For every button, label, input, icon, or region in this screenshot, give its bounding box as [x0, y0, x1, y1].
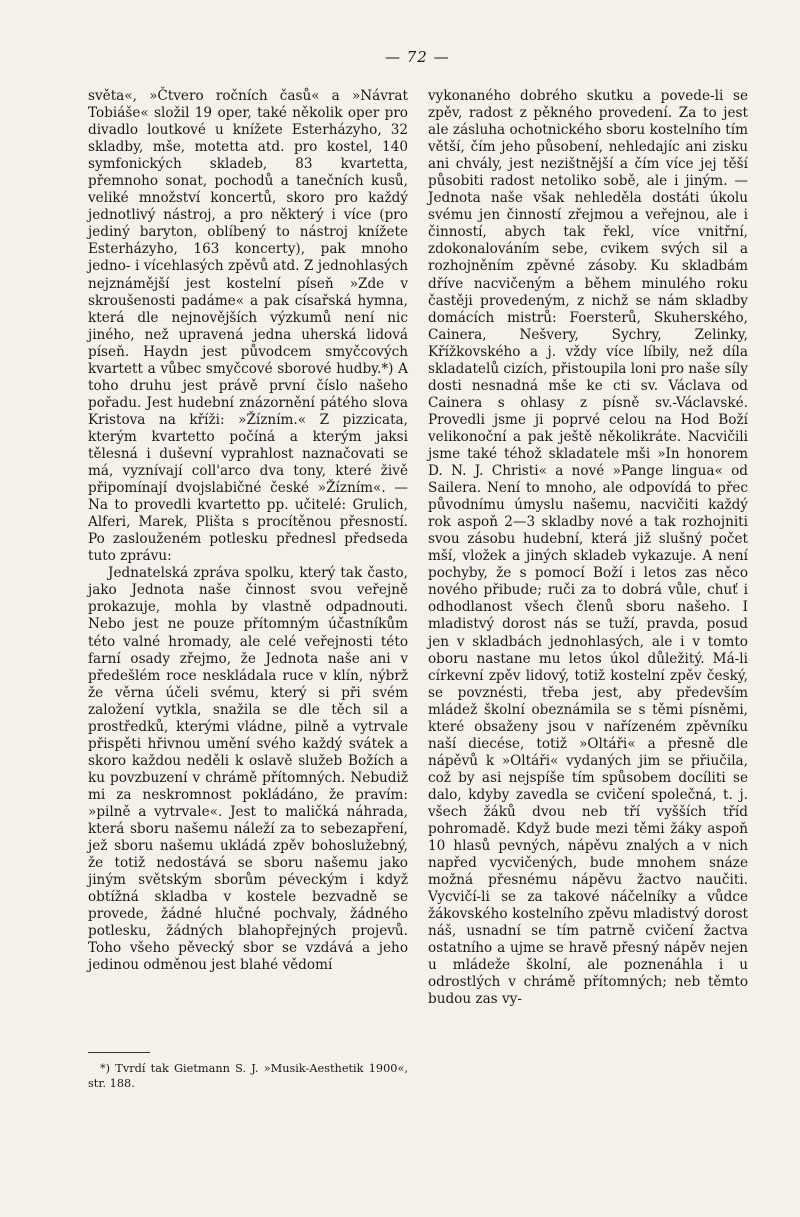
footnote	[88, 1062, 408, 1091]
page-number: — 72 —	[385, 48, 450, 66]
left-paragraph-2: Jednatelská zpráva spolku, který tak často, jako Jednota naše činnost svou veřejně prokazuje, mohla by vlastně odpadnouti. Nebo jest ne pouze přítomným účastníkům této valné hromady, ale celé veřejnosti této farní osady zřejmo, že Jednota naše ani v předešlém roce neskládala ruce v klín, nýbrž že věrna účeli svému, který si při svém založení vytkla, snažila se dle těch sil a prostředků, kterými vládne, pilně a vytrvale přispěti hřivnou umění svého každý svátek a skoro každou neděli k oslavě služeb Božích a ku povzbuzení v chrámě přítomných. Nebudiž mi za neskromnost pokládáno, že pravím: »pilně a vytrvale«. Jest to maličká náhrada, která sboru našemu náleží za to sebezapření, jež sboru našemu ukládá zpěv bohoslužebný, že totiž nedostává se sboru našemu jako jiným světským sborům péveckým i když obtížná skladba v kostele bezvadně se provede, žádné hlučné pochvaly, žádného potlesku, žádných blahopřejných projevů. Toho všeho pěvecký sbor se vzdává a jeho jedinou odměnou jest blahé vědomí	[88, 565, 408, 974]
footnote-divider	[88, 1052, 150, 1053]
left-paragraph-1: světa«, »Čtvero ročních časů« a »Návrat Tobiáše« složil 19 oper, také několik oper pro divadlo loutkové u knížete Esterházyho, 32 skladby, mše, motetta atd. pro kostel, 140 symfonických skladeb, 83 kvartetta, přemnoho sonat, pochodů a tanečních kusů, veliké množství koncertů, skoro pro každý jednotlivý nástroj, a pro některý i více (pro jediný baryton, oblíbený to nástroj knížete Esterházyho, 163 koncerty), pak mnoho jedno- i vícehlasých zpěvů atd. Z jednohlasých nejznámější jest kostelní píseň »Zde v skroušenosti padáme« a pak císařská hymna, která dle nejnovějších výzkumů není nic jiného, než upravená jedna uherská lidová píseň. Haydn jest původcem smyčcových kvartett a vůbec smyčcové sborové hudby.*) A toho druhu jest právě první číslo našeho pořadu. Jest hudební znázornění pátého slova Kristova na kříži: »Žízním.« Z pizzicata, kterým kvartetto počíná a kterým jaksi tělesná i duševní vyprahlost naznačovati se má, vyznívají coll'arco dva tony, které živě připomínají dvojslabičné české »Žízním«. — Na to provedli kvartetto pp. učitelé: Grulich, Alferi, Marek, Plišta s procítěnou přesností. Po zaslouženém potlesku přednesl předseda tuto zprávu:	[88, 88, 408, 565]
footnote-text: *) Tvrdí tak Gietmann S. J. »Musik-Aesthetik 1900«, str. 188.	[88, 1062, 408, 1090]
right-paragraph-1: vykonaného dobrého skutku a povede-li se zpěv, radost z pěkného provedení. Za to jest ale zásluha ochotnického sboru kostelního tím větší, čím jeho působení, nehledajíc ani zisku ani chvály, jest nezištnější a čím více jej těší působiti radost netoliko sobě, ale i jiným. — Jednota naše však nehleděla dostáti úkolu svému jen činností zřejmou a veřejnou, ale i činností, abych tak řekl, více vnitřní, zdokonalováním sebe, cvikem svých sil a rozhojněním zpěvné zásoby. Ku skladbám dříve nacvičeným a během minulého roku častěji provedeným, z nichž se nám skladby domácích mistrů: Foersterů, Skuherského, Cainera, Nešvery, Sychry, Zelinky, Křížkovského a j. vždy více líbily, než díla skladatelů cizích, přistoupila loni pro naše síly dosti nesnadná mše ke cti sv. Václava od Cainera s ohlasy z písně sv.-Václavské. Provedli jsme ji poprvé celou na Hod Boží velikonoční a pak ještě několikráte. Nacvičili jsme také téhož skladatele mši »In honorem D. N. J. Christi« a nové »Pange lingua« od Sailera. Není to mnoho, ale odpovídá to přec původnímu úmyslu našemu, nacvičiti každý rok aspoň 2—3 skladby nové a tak rozhojniti svou zásobu hudební, která již slušný počet mší, vložek a jiných skladeb vykazuje. A není pochyby, že s pomocí Boží i letos zas něco nového přibude; ruči za to dobrá vůle, chuť i odhodlanost všech členů sboru našeho. I mladistvý dorost nás se tuží, pravda, posud jen v skladbách jednohlasých, ale i v tomto oboru nastane mu letos úkol důležitý. Má-li církevní zpěv lidový, totiž kostelní zpěv český, se povznésti, třeba jest, aby především mládež školní obeznámila se s těmi písněmi, které obsaženy jsou v nařízeném zpěvníku naší diecése, totiž »Oltáři« a přesně dle nápěvů k »Oltáři« vydaných jim se přiučila, což by asi nejspíše tím spůsobem docíliti se dalo, kdyby zavedla se cvičení společná, t. j. všech žáků dvou neb tří vyšších tříd pohromadě. Když bude mezi těmi žáky aspoň 10 hlasů pevných, nápěvu znalých a v nich napřed vycvičených, bude mnohem snáze možná přesnému nápěvu žactvo naučiti. Vycvičí-li se za takové náčelníky a vůdce žákovského kostelního zpěvu mladistvý dorost náš, usnadní se tím patrně cvičení žactva ostatního a ujme se hravě přesný nápěv nejen u mládeže školní, ale poznenáhla i u odrostlých v chrámě přítomných; neb těmto budou zas vy-	[428, 88, 748, 1008]
right-column	[428, 88, 748, 1009]
left-column	[88, 88, 408, 974]
